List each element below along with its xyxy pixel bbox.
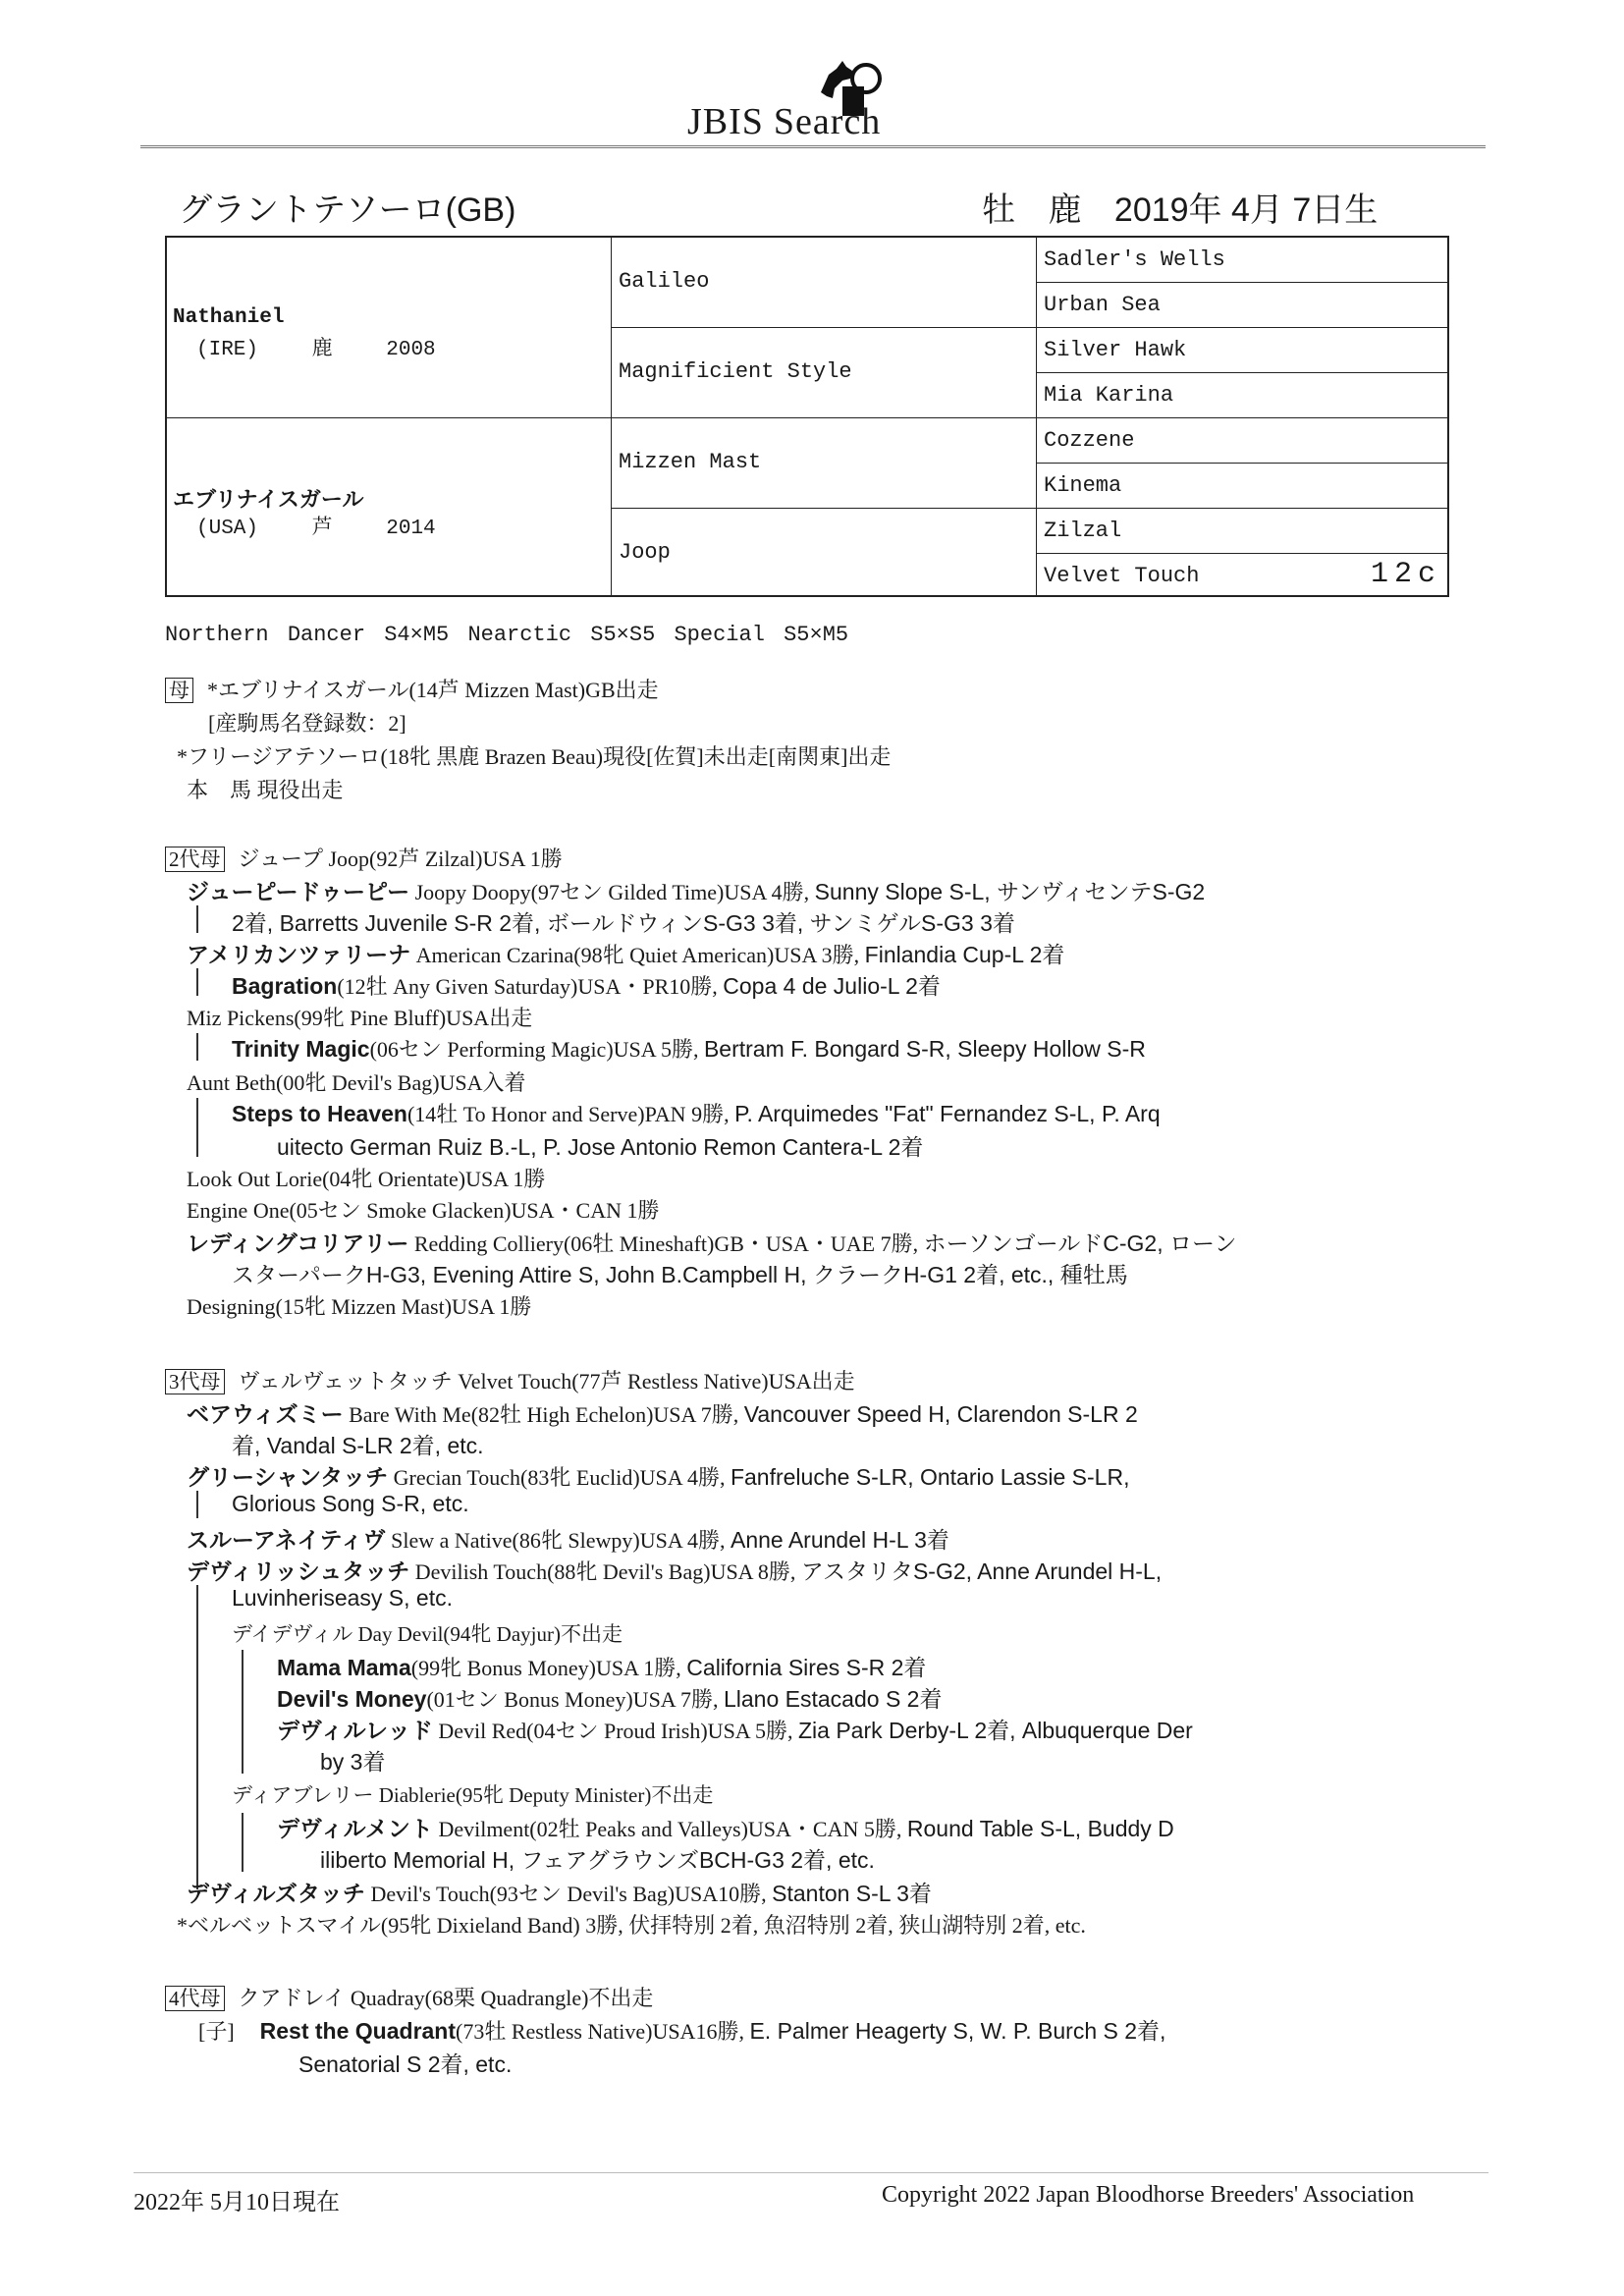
second-dam-line-10: uitecto German Ruiz B.-L, P. Jose Antonio Remon Cantera-L 2着 (277, 1134, 924, 1160)
sire-details (196, 332, 436, 361)
pedigree-g3: Cozzene (1044, 428, 1135, 453)
fourth-dam-text: クアドレイ Quadray(68栗 Quadrangle)不出走 (238, 1986, 654, 2010)
horse-record: ホーソンゴールドC-G2, ローン (923, 1230, 1237, 1256)
third-dam-line-18: *ベルベットスマイル(95牝 Dixieland Band) 3勝, 伏拝特別 2着, 魚沼特別 2着, 狭山湖特別 2着, etc. (177, 1913, 1086, 1938)
third-dam-line-1 (165, 1365, 855, 1395)
section-label-2nd-dam: 2代母 (165, 847, 225, 872)
pedigree-g2: Magnificient Style (619, 359, 852, 384)
horse-record: Fanfreluche S-LR, Ontario Lassie S-LR, (730, 1464, 1130, 1490)
pedigree-table (165, 236, 1449, 597)
horse-record: E. Palmer Heagerty S, W. P. Burch S 2着, (749, 2018, 1166, 2044)
tree-connector (196, 1585, 198, 1889)
pedigree-divider (1036, 238, 1037, 595)
jbis-search-logo (687, 45, 943, 153)
dam-line-1 (165, 674, 659, 704)
second-dam-line-13 (187, 1226, 1237, 1258)
second-dam-line-11: Look Out Lorie(04牝 Orientate)USA 1勝 (187, 1167, 546, 1191)
horse-bold-name: Trinity Magic (232, 1036, 370, 1062)
child-marker: [子] (198, 2019, 235, 2044)
pedigree-g3: Kinema (1044, 473, 1122, 498)
third-dam-line-3: 着, Vandal S-LR 2着, etc. (232, 1433, 484, 1458)
pedigree-g3: Sadler's Wells (1044, 247, 1225, 272)
horse-bold-name: ベアウィズミー (187, 1401, 344, 1427)
horse-detail: American Czarina(98牝 Quiet American)USA 3勝, (410, 943, 865, 967)
horse-color: 鹿 (1048, 191, 1082, 229)
horse-bold-name: スルーアネイティヴ (187, 1527, 386, 1553)
pedigree-g3: Velvet Touch (1044, 564, 1200, 588)
third-dam-line-13: by 3着 (320, 1749, 386, 1775)
dam-name: エブリナイスガール (173, 487, 364, 512)
pedigree-g3: Mia Karina (1044, 383, 1174, 408)
horse-detail: Grecian Touch(83牝 Euclid)USA 4勝, (388, 1465, 731, 1490)
dam-line-4: 本 馬 現役出走 (187, 778, 344, 802)
third-dam-line-8: Luvinheriseasy S, etc. (232, 1585, 454, 1611)
second-dam-line-1 (165, 843, 563, 873)
horse-record: Vancouver Speed H, Clarendon S-LR 2 (743, 1401, 1138, 1427)
fourth-dam-line-3: Senatorial S 2着, etc. (298, 2051, 513, 2077)
tree-connector (196, 968, 198, 996)
horse-detail: Redding Colliery(06牡 Mineshaft)GB・USA・UAE 7勝, (408, 1231, 924, 1256)
horse-birth: 2019年 4月 7日生 (1113, 191, 1379, 229)
horse-detail: (99牝 Bonus Money)USA 1勝, (410, 1656, 687, 1680)
horse-record: Round Table S-L, Buddy D (906, 1816, 1174, 1841)
header-divider (140, 145, 1486, 148)
second-dam-line-4 (187, 937, 1064, 969)
pedigree-divider (611, 238, 612, 595)
horse-bold-name: グリーシャンタッチ (187, 1464, 389, 1490)
section-label-4th-dam: 4代母 (165, 1986, 225, 2011)
third-dam-line-7 (187, 1554, 1162, 1586)
pedigree-divider (1036, 372, 1447, 373)
second-dam-line-7 (232, 1033, 1146, 1064)
horse-detail: Bare With Me(82牡 High Echelon)USA 7勝, (343, 1402, 744, 1427)
horse-name: グラントテソーロ(GB) (179, 191, 516, 229)
third-dam-line-2 (187, 1396, 1138, 1429)
horse-detail: (14牡 To Honor and Serve)PAN 9勝, (406, 1102, 735, 1126)
pedigree-g2: Joop (619, 540, 671, 565)
third-dam-line-5: Glorious Song S-R, etc. (232, 1491, 469, 1516)
horse-record: Bertram F. Bongard S-R, Sleepy Hollow S-R (703, 1036, 1146, 1062)
pedigree-divider (611, 327, 1447, 328)
horse-bold-name: Devil's Money (277, 1686, 427, 1712)
horse-bold-name: デヴィルレッド (277, 1718, 433, 1743)
horse-detail: (01セン Bonus Money)USA 7勝, (426, 1687, 724, 1712)
horse-bold-name: デヴィルメント (277, 1816, 433, 1841)
sire-color: 鹿 (311, 339, 333, 361)
dam-origin: (USA) (196, 518, 259, 540)
horse-bold-name: デヴィルズタッチ (187, 1881, 365, 1906)
third-dam-line-15 (277, 1811, 1174, 1843)
horse-detail: (06セン Performing Magic)USA 5勝, (369, 1037, 704, 1062)
horse-detail: Devilment(02牡 Peaks and Valleys)USA・CAN 5勝, (432, 1817, 907, 1841)
horse-detail: (73牡 Restless Native)USA16勝, (456, 2019, 750, 2044)
footer-divider (134, 2172, 1489, 2173)
third-dam-line-9: デイデヴィル Day Devil(94牝 Dayjur)不出走 (232, 1622, 623, 1646)
third-dam-line-10 (277, 1650, 926, 1682)
horse-record: California Sires S-R 2着 (686, 1655, 927, 1680)
pedigree-divider (1036, 282, 1447, 283)
dam-color: 芦 (311, 518, 333, 540)
second-dam-line-5 (232, 968, 941, 1001)
third-dam-line-12 (277, 1713, 1193, 1745)
second-dam-line-3: 2着, Barretts Juvenile S-R 2着, ボールドウィンS-G3 3着, サンミゲルS-G3 3着 (232, 910, 1015, 936)
horse-record: Anne Arundel H-L 3着 (731, 1527, 949, 1553)
tree-connector (196, 1098, 198, 1157)
section-label-3rd-dam: 3代母 (165, 1369, 225, 1394)
pedigree-g2: Galileo (619, 269, 710, 294)
dam-line-text: *エブリナイスガール(14芦 Mizzen Mast)GB出走 (207, 678, 659, 702)
tree-connector (196, 1033, 198, 1061)
pedigree-divider (611, 508, 1447, 509)
tree-connector (242, 1650, 244, 1774)
third-dam-line-14: ディアブレリー Diablerie(95牝 Deputy Minister)不出走 (232, 1783, 714, 1807)
pedigree-g3: Zilzal (1044, 519, 1122, 543)
second-dam-line-14: スターパークH-G3, Evening Attire S, John B.Campbell H, クラークH-G1 2着, etc., 種牡馬 (232, 1262, 1128, 1287)
horse-record: Llano Estacado S 2着 (723, 1686, 943, 1712)
pedigree-g3: Urban Sea (1044, 293, 1161, 317)
horse-record: P. Arquimedes "Fat" Fernandez S-L, P. Arq (734, 1101, 1161, 1126)
dam-year: 2014 (386, 518, 436, 540)
section-label-dam: 母 (165, 678, 193, 703)
family-number: 12c (1371, 558, 1442, 591)
horse-record: Sunny Slope S-L, サンヴィセンテS-G2 (814, 879, 1206, 904)
horse-detail: Devil Red(04セン Proud Irish)USA 5勝, (432, 1719, 798, 1743)
second-dam-line-2 (187, 874, 1205, 906)
pedigree-g3: Silver Hawk (1044, 338, 1187, 362)
sire-origin: (IRE) (196, 339, 259, 361)
logo-search: Search (773, 101, 882, 142)
second-dam-line-9 (232, 1098, 1161, 1128)
horse-bold-name: アメリカンツァリーナ (187, 942, 411, 967)
third-dam-line-4 (187, 1459, 1129, 1492)
logo-text (687, 100, 881, 143)
second-dam-line-12: Engine One(05セン Smoke Glacken)USA・CAN 1勝 (187, 1198, 660, 1223)
pedigree-divider (1036, 463, 1447, 464)
horse-detail: Slew a Native(86牝 Slewpy)USA 4勝, (385, 1528, 731, 1553)
second-dam-line-8: Aunt Beth(00牝 Devil's Bag)USA入着 (187, 1070, 526, 1095)
horse-record: Zia Park Derby-L 2着, Albuquerque Der (797, 1718, 1193, 1743)
tree-connector (196, 905, 198, 933)
horse-sex: 牡 (982, 191, 1015, 229)
third-dam-text: ヴェルヴェットタッチ Velvet Touch(77芦 Restless Native)USA出走 (238, 1369, 855, 1394)
horse-bold-name: Rest the Quadrant (259, 2018, 457, 2044)
tree-connector (196, 1491, 198, 1518)
horse-bold-name: デヴィリッシュタッチ (187, 1558, 410, 1584)
horse-bold-name: Bagration (232, 973, 338, 999)
horse-bold-name: ジューピードゥーピー (187, 879, 410, 904)
tree-connector (242, 1813, 244, 1872)
pedigree-g2: Mizzen Mast (619, 450, 762, 474)
horse-record: アスタリタS-G2, Anne Arundel H-L, (800, 1558, 1163, 1584)
sire-year: 2008 (386, 339, 436, 361)
logo-jbis: JBIS (687, 101, 764, 142)
dam-details (196, 511, 436, 540)
horse-detail: Devil's Touch(93セン Devil's Bag)USA10勝, (364, 1882, 773, 1906)
horse-info (982, 183, 1401, 231)
fourth-dam-line-2 (198, 2013, 1165, 2046)
pedigree-divider (167, 417, 1447, 418)
sire-name: Nathaniel (173, 306, 285, 329)
fourth-dam-line-1 (165, 1982, 653, 2012)
third-dam-line-16: iliberto Memorial H, フェアグラウンズBCH-G3 2着, etc. (320, 1847, 875, 1873)
horse-bold-name: Steps to Heaven (232, 1101, 407, 1126)
second-dam-line-6: Miz Pickens(99牝 Pine Bluff)USA出走 (187, 1006, 533, 1030)
dam-line-2: [産駒馬名登録数：2] (208, 711, 406, 736)
horse-bold-name: Mama Mama (277, 1655, 411, 1680)
pedigree-divider (1036, 553, 1447, 554)
horse-detail: (12牡 Any Given Saturday)USA・PR10勝, (337, 974, 724, 999)
second-dam-line-15: Designing(15牝 Mizzen Mast)USA 1勝 (187, 1294, 532, 1319)
footer-date: 2022年 5月10日現在 (134, 2190, 340, 2215)
horse-detail: Devilish Touch(88牝 Devil's Bag)USA 8勝, (409, 1559, 801, 1584)
footer-copyright: Copyright 2022 Japan Bloodhorse Breeders' Association (882, 2182, 1415, 2208)
third-dam-line-11 (277, 1681, 942, 1714)
third-dam-line-6 (187, 1522, 949, 1555)
horse-record: Copa 4 de Julio-L 2着 (723, 973, 941, 999)
horse-bold-name: レディングコリアリー (187, 1230, 409, 1256)
horse-record: Stanton S-L 3着 (772, 1881, 932, 1906)
dam-line-3: *フリージアテソーロ(18牝 黒鹿 Brazen Beau)現役[佐賀]未出走[南関東]出走 (177, 744, 892, 769)
horse-record: Finlandia Cup-L 2着 (864, 942, 1065, 967)
third-dam-line-17 (187, 1876, 932, 1908)
second-dam-text: ジュープ Joop(92芦 Zilzal)USA 1勝 (238, 847, 563, 871)
inbreeding-line: Northern Dancer S4×M5 Nearctic S5×S5 Special S5×M5 (165, 623, 849, 647)
horse-detail: Joopy Doopy(97セン Gilded Time)USA 4勝, (409, 880, 815, 904)
